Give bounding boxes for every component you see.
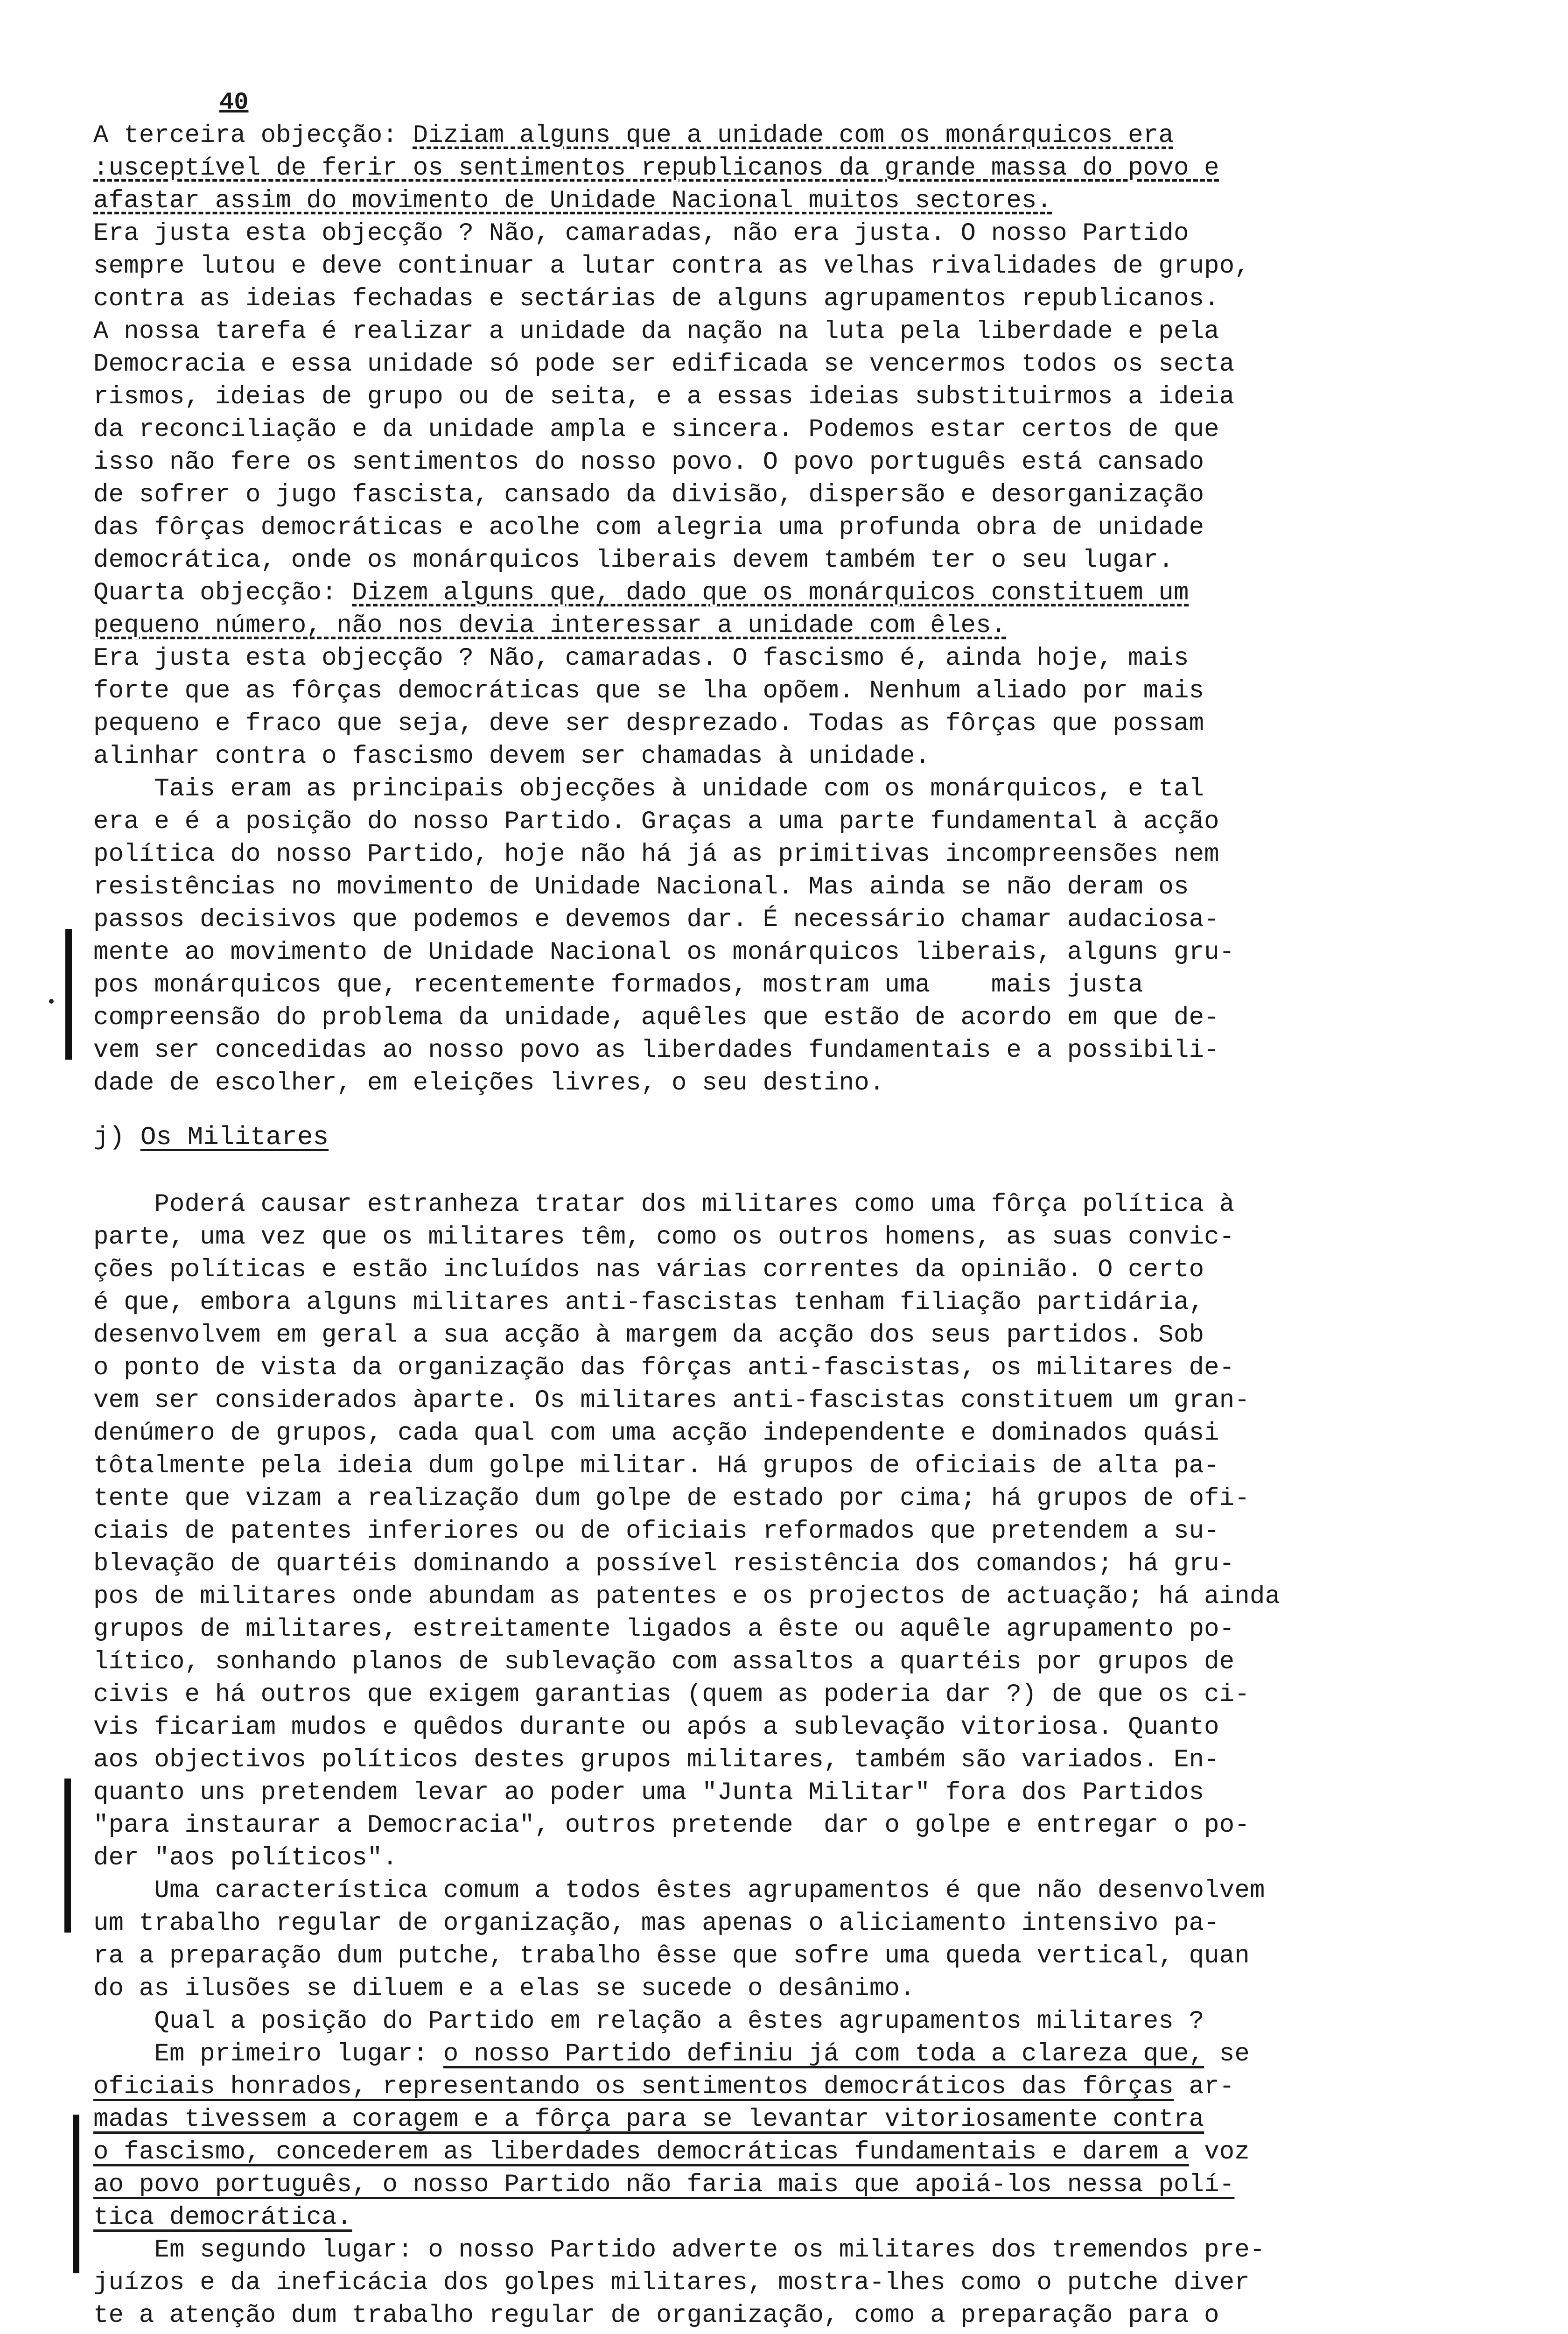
text-line: vem ser concedidas ao nosso povo as liberdades fundamentais e a possibili- bbox=[93, 1036, 1219, 1065]
line-tail: voz bbox=[1189, 2138, 1250, 2166]
text-line: Uma característica comum a todos êstes agrupamentos é que não desenvolvem bbox=[93, 1877, 1265, 1905]
text-line: ciais de patentes inferiores ou de oficiais reformados que pretendem a su- bbox=[93, 1517, 1219, 1546]
underlined-statement: ao povo português, o nosso Partido não faria mais que apoiá-los nessa polí- bbox=[93, 2171, 1235, 2199]
text-line: tôtalmente pela ideia dum golpe militar. Há grupos de oficiais de alta pa- bbox=[93, 1452, 1219, 1480]
text-line: grupos de militares, estreitamente ligados a êste ou aquêle agrupamento po- bbox=[93, 1615, 1235, 1644]
section-heading bbox=[93, 1118, 1475, 1156]
text-line: "para instaurar a Democracia", outros pretende dar o golpe e entregar o po- bbox=[93, 1811, 1250, 1840]
text-line: juízos e da ineficácia dos golpes militares, mostra-lhes como o putche diver bbox=[93, 2269, 1250, 2297]
text-line: pequeno e fraco que seja, deve ser desprezado. Todas as fôrças que possam bbox=[93, 710, 1204, 738]
text-line: vem ser considerados àparte. Os militares anti-fascistas constituem um gran- bbox=[93, 1386, 1250, 1415]
text-line: vis ficariam mudos e quêdos durante ou após a sublevação vitoriosa. Quanto bbox=[93, 1713, 1219, 1742]
text-line: compreensão do problema da unidade, aquêles que estão de acordo em que de- bbox=[93, 1004, 1219, 1032]
text-line: Era justa esta objecção ? Não, camaradas. O fascismo é, ainda hoje, mais bbox=[93, 644, 1189, 673]
text-line bbox=[93, 2332, 1475, 2334]
text-line: o ponto de vista da organização das fôrças anti-fascistas, os militares de- bbox=[93, 1354, 1235, 1382]
text-line: Poderá causar estranheza tratar dos militares como uma fôrça política à bbox=[93, 1190, 1235, 1219]
text-line: ções políticas e estão incluídos nas várias correntes da opinião. O certo bbox=[93, 1256, 1204, 1284]
text-line bbox=[93, 2038, 1475, 2071]
text-line: denúmero de grupos, cada qual com uma acção independente e dominados quási bbox=[93, 1419, 1219, 1448]
text-line: contra as ideias fechadas e sectárias de alguns agrupamentos republicanos. bbox=[93, 285, 1219, 313]
text-line: parte, uma vez que os militares têm, como os outros homens, as suas convic- bbox=[93, 1223, 1235, 1251]
text-line: um trabalho regular de organização, mas apenas o aliciamento intensivo pa- bbox=[93, 1909, 1219, 1938]
text-line: política do nosso Partido, hoje não há já as primitivas incompreensões nem bbox=[93, 840, 1219, 869]
underlined-statement: o fascismo, concederem as liberdades democráticas fundamentais e darem a bbox=[93, 2138, 1189, 2166]
text-line bbox=[93, 2136, 1475, 2169]
text-line bbox=[93, 152, 1475, 185]
text-line bbox=[93, 120, 1475, 152]
text-line bbox=[93, 610, 1475, 642]
text-line: te a atenção dum trabalho regular de organização, como a preparação para o bbox=[93, 2301, 1219, 2330]
text-line bbox=[93, 577, 1475, 610]
line-tail: ar- bbox=[1173, 2073, 1235, 2101]
underlined-statement: o nosso Partido definiu já com toda a clareza que, bbox=[443, 2040, 1204, 2068]
text-line: resistências no movimento de Unidade Nacional. Mas ainda se não deram os bbox=[93, 873, 1189, 901]
text-line: de sofrer o jugo fascista, cansado da divisão, dispersão e desorganização bbox=[93, 481, 1204, 509]
text-line: desenvolvem em geral a sua acção à margem da acção dos seus partidos. Sob bbox=[93, 1321, 1204, 1350]
text-line: das fôrças democráticas e acolhe com alegria uma profunda obra de unidade bbox=[93, 513, 1204, 542]
underlined-claim: Dizem alguns que, dado que os monárquicos constituem um bbox=[352, 579, 1189, 607]
text-body bbox=[93, 120, 1475, 2334]
text-line: era e é a posição do nosso Partido. Graças a uma parte fundamental à acção bbox=[93, 808, 1219, 836]
text-line: passos decisivos que podemos e devemos dar. É necessário chamar audaciosa- bbox=[93, 906, 1219, 934]
underlined-claim: Diziam alguns que a unidade com os monárquicos era bbox=[413, 121, 1174, 150]
page-number: 40 bbox=[219, 89, 249, 116]
text-line bbox=[93, 185, 1475, 218]
text-line: da reconciliação e da unidade ampla e sincera. Podemos estar certos de que bbox=[93, 415, 1219, 444]
underlined-statement: tica democrática. bbox=[93, 2203, 352, 2232]
paragraph-lead: A terceira objecção: bbox=[93, 121, 413, 150]
text-line bbox=[93, 2071, 1475, 2103]
text-line: do as ilusões se diluem e a elas se sucede o desânimo. bbox=[93, 1975, 915, 2003]
text-line: Democracia e essa unidade só pode ser edificada se vencermos todos os secta bbox=[93, 350, 1235, 379]
text-line: alinhar contra o fascismo devem ser chamadas à unidade. bbox=[93, 742, 931, 771]
margin-dot bbox=[49, 999, 54, 1004]
text-line: quanto uns pretendem levar ao poder uma "Junta Militar" fora dos Partidos bbox=[93, 1779, 1204, 1807]
margin-mark bbox=[64, 1779, 71, 1933]
text-line: Tais eram as principais objecções à unidade com os monárquicos, e tal bbox=[93, 775, 1204, 803]
paragraph-lead: Em primeiro lugar: bbox=[93, 2040, 443, 2068]
underlined-claim: pequeno número, não nos devia interessar a unidade com êles. bbox=[93, 612, 1007, 640]
text-line: dade de escolher, em eleições livres, o seu destino. bbox=[93, 1069, 885, 1097]
section-title: Os Militares bbox=[140, 1122, 329, 1152]
underlined-claim: afastar assim do movimento de Unidade Nacional muitos sectores. bbox=[93, 187, 1052, 215]
paragraph-lead: Quarta objecção: bbox=[93, 579, 352, 607]
text-line: der "aos políticos". bbox=[93, 1844, 398, 1872]
text-line: civis e há outros que exigem garantias (quem as poderia dar ?) de que os ci- bbox=[93, 1680, 1250, 1709]
text-line: mente ao movimento de Unidade Nacional os monárquicos liberais, alguns gru- bbox=[93, 938, 1235, 967]
text-line: Era justa esta objecção ? Não, camaradas, não era justa. O nosso Partido bbox=[93, 219, 1189, 248]
text-line: lítico, sonhando planos de sublevação com assaltos a quartéis por grupos de bbox=[93, 1648, 1235, 1676]
text-line bbox=[93, 2103, 1475, 2136]
text-line bbox=[93, 2169, 1475, 2201]
text-line: pos monárquicos que, recentemente formados, mostram uma mais justa bbox=[93, 971, 1143, 999]
margin-mark bbox=[73, 2115, 79, 2273]
text-line: é que, embora alguns militares anti-fascistas tenham filiação partidária, bbox=[93, 1288, 1204, 1317]
text-line: pos de militares onde abundam as patentes e os projectos de actuação; há ainda bbox=[93, 1582, 1281, 1611]
text-line: rismos, ideias de grupo ou de seita, e a essas ideias substituirmos a ideia bbox=[93, 383, 1235, 411]
underlined-statement: madas tivessem a coragem e a fôrça para se levantar vitoriosamente contra bbox=[93, 2105, 1204, 2134]
text-line: aos objectivos políticos destes grupos militares, também são variados. En- bbox=[93, 1746, 1219, 1774]
text-line: blevação de quartéis dominando a possível resistência dos comandos; há gru- bbox=[93, 1550, 1235, 1578]
section-letter: j) bbox=[93, 1122, 125, 1152]
text-line: democrática, onde os monárquicos liberais devem também ter o seu lugar. bbox=[93, 546, 1174, 575]
text-line: Em segundo lugar: o nosso Partido adverte os militares dos tremendos pre- bbox=[93, 2236, 1265, 2264]
underlined-statement: oficiais honrados, representando os sentimentos democráticos das fôrças bbox=[93, 2073, 1174, 2101]
margin-mark bbox=[65, 929, 72, 1060]
text-line: tente que vizam a realização dum golpe de estado por cima; há grupos de ofi- bbox=[93, 1484, 1250, 1513]
underlined-claim: :usceptível de ferir os sentimentos republicanos da grande massa do povo e bbox=[93, 154, 1219, 183]
text-line bbox=[93, 2201, 1475, 2234]
text-line: isso não fere os sentimentos do nosso povo. O povo português está cansado bbox=[93, 448, 1204, 477]
text-line: Qual a posição do Partido em relação a êstes agrupamentos militares ? bbox=[93, 2007, 1204, 2036]
text-line: forte que as fôrças democráticas que se lha opõem. Nenhum aliado por mais bbox=[93, 677, 1204, 705]
line-tail: se bbox=[1204, 2040, 1250, 2068]
text-line: sempre lutou e deve continuar a lutar contra as velhas rivalidades de grupo, bbox=[93, 252, 1250, 281]
text-line: A nossa tarefa é realizar a unidade da nação na luta pela liberdade e pela bbox=[93, 317, 1219, 346]
text-line: ra a preparação dum putche, trabalho êsse que sofre uma queda vertical, quan bbox=[93, 1942, 1250, 1970]
